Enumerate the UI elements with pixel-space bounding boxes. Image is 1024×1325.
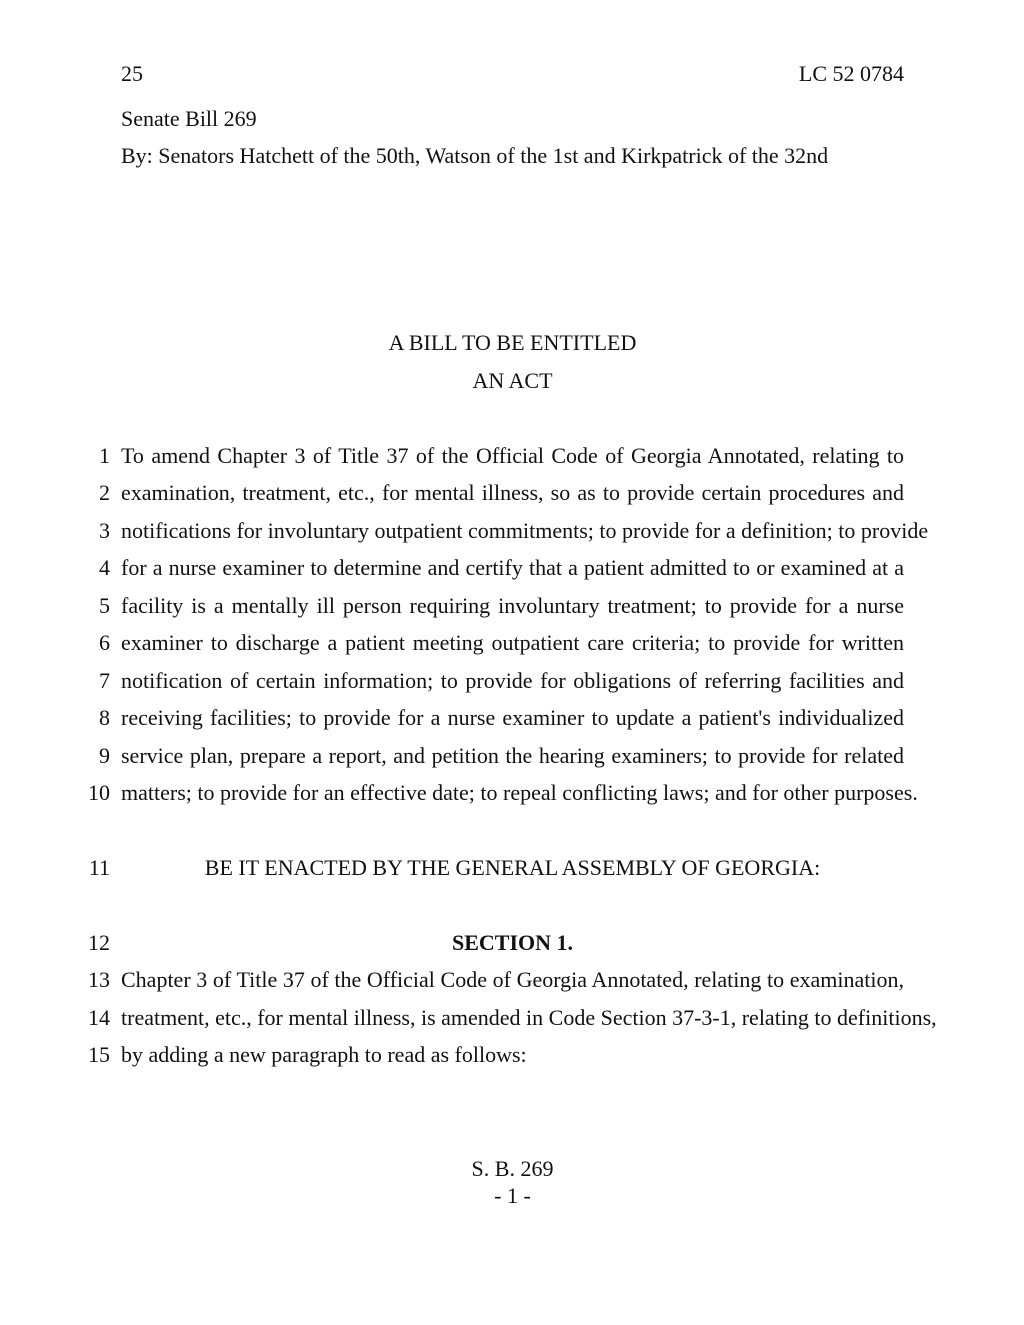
body-line: examination, treatment, etc., for mental illness, so as to provide certain procedures and xyxy=(121,480,904,505)
body-line: notification of certain information; to provide for obligations of referring facilities and xyxy=(121,668,904,693)
body-line: Chapter 3 of Title 37 of the Official Code of Georgia Annotated, relating to examination, xyxy=(121,967,904,992)
line-number: 4 xyxy=(99,555,110,580)
body-line: service plan, prepare a report, and petition the hearing examiners; to provide for related xyxy=(121,743,904,768)
body-line: for a nurse examiner to determine and certify that a patient admitted to or examined at a xyxy=(121,555,904,580)
footer-bill-short: S. B. 269 xyxy=(471,1156,554,1181)
body-line: treatment, etc., for mental illness, is amended in Code Section 37-3-1, relating to definitions, xyxy=(121,1005,937,1030)
line-number: 7 xyxy=(99,668,110,693)
line-number: 6 xyxy=(99,630,110,655)
sponsors: By: Senators Hatchett of the 50th, Watson of the 1st and Kirkpatrick of the 32nd xyxy=(121,143,829,168)
page-ref-number: 25 xyxy=(121,61,143,86)
body-line: matters; to provide for an effective date; to repeal conflicting laws; and for other purposes. xyxy=(121,780,918,805)
line-number: 2 xyxy=(99,480,110,505)
line-number: 13 xyxy=(88,967,110,992)
body-line: facility is a mentally ill person requiring involuntary treatment; to provide for a nurse xyxy=(121,593,904,618)
page-number: - 1 - xyxy=(494,1183,531,1208)
line-number: 11 xyxy=(88,855,110,880)
body-line: receiving facilities; to provide for a nurse examiner to update a patient's individualized xyxy=(121,705,904,730)
line-number: 15 xyxy=(88,1042,110,1067)
bill-title-line1: A BILL TO BE ENTITLED xyxy=(388,330,637,355)
line-number: 12 xyxy=(88,930,110,955)
bill-name: Senate Bill 269 xyxy=(121,106,257,131)
body-line: notifications for involuntary outpatient commitments; to provide for a definition; to provide xyxy=(121,518,929,543)
line-number: 3 xyxy=(99,518,110,543)
section-heading: SECTION 1. xyxy=(451,930,574,955)
line-number: 9 xyxy=(99,743,110,768)
bill-title-line2: AN ACT xyxy=(472,368,553,393)
line-number: 5 xyxy=(99,593,110,618)
line-number: 14 xyxy=(88,1005,110,1030)
body-line: by adding a new paragraph to read as follows: xyxy=(121,1042,527,1067)
line-number: 1 xyxy=(99,443,110,468)
line-number: 8 xyxy=(99,705,110,730)
enacting-clause: BE IT ENACTED BY THE GENERAL ASSEMBLY OF GEORGIA: xyxy=(204,855,821,880)
doc-code: LC 52 0784 xyxy=(798,61,904,86)
body-line: To amend Chapter 3 of Title 37 of the Official Code of Georgia Annotated, relating to xyxy=(121,443,904,468)
line-number: 10 xyxy=(88,780,110,805)
body-line: examiner to discharge a patient meeting outpatient care criteria; to provide for written xyxy=(121,630,904,655)
